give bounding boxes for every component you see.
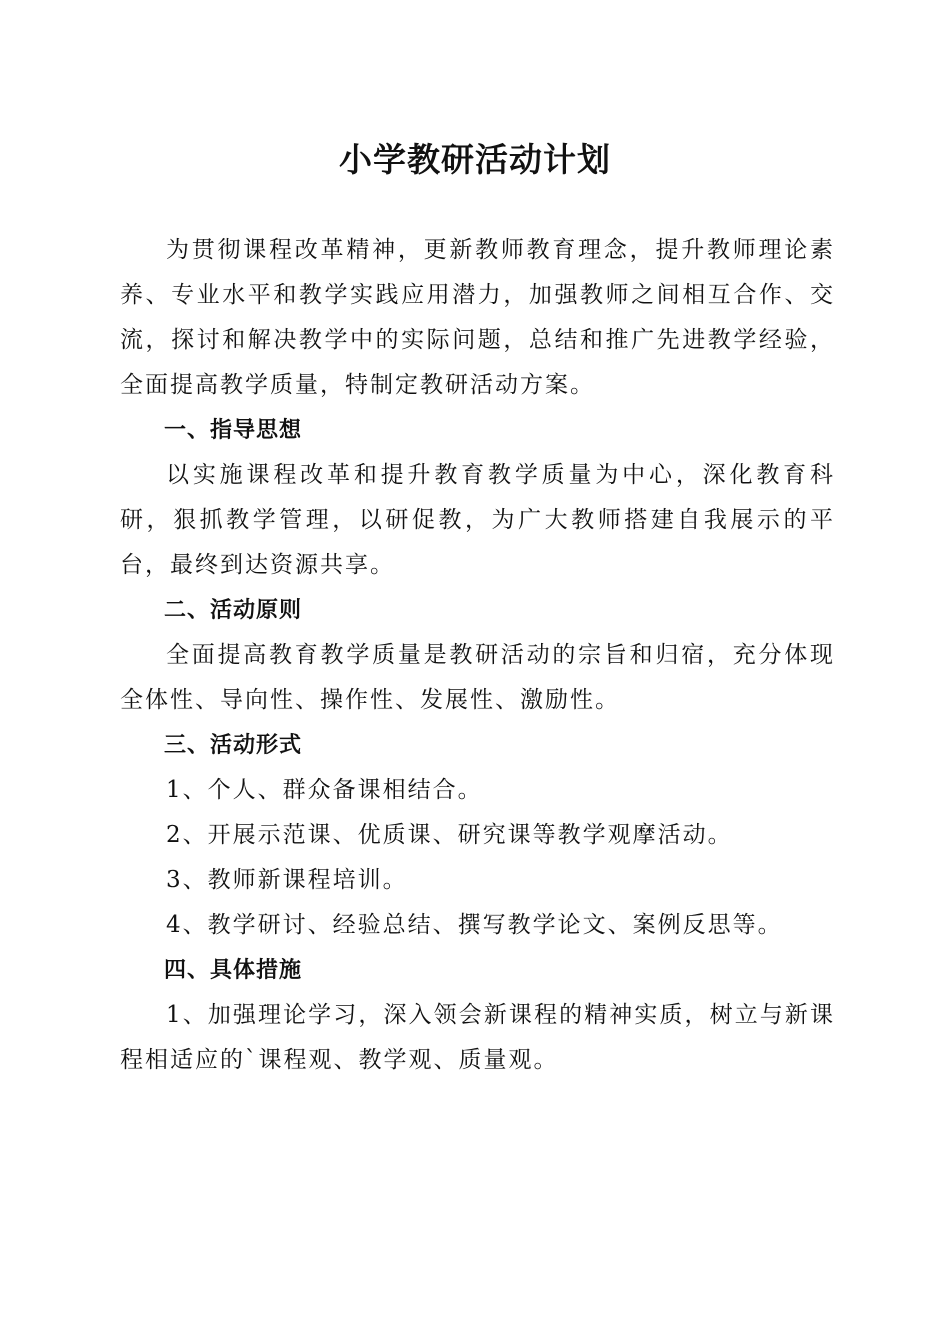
intro-paragraph: 为贯彻课程改革精神，更新教师教育理念，提升教师理论素养、专业水平和教学实践应用潜力，加强教师之间相互合作、交流，探讨和解决教学中的实际问题，总结和推广先进教学经验，全面提高教学质量，特制定教研活动方案。 (120, 237, 835, 398)
activity-form-item: 2、开展示范课、优质课、研究课等教学观摩活动。 (166, 822, 733, 848)
section-heading-specific-measures: 四、具体措施 (164, 958, 303, 983)
specific-measure-item: 1、加强理论学习，深入领会新课程的精神实质，树立与新课程相适应的`课程观、教学观、质量观。 (120, 1002, 835, 1073)
document-title: 小学教研活动计划 (339, 140, 611, 179)
activity-form-item: 3、教师新课程培训。 (166, 867, 408, 893)
activity-form-item: 1、个人、群众备课相结合。 (166, 777, 483, 803)
document-body (120, 228, 835, 1083)
section-heading-guiding-ideology: 一、指导思想 (164, 418, 303, 443)
activity-principles-paragraph: 全面提高教育教学质量是教研活动的宗旨和归宿，充分体现全体性、导向性、操作性、发展性、激励性。 (120, 642, 835, 713)
activity-form-item: 4、教学研讨、经验总结、撰写教学论文、案例反思等。 (166, 912, 783, 938)
section-heading-activity-forms: 三、活动形式 (164, 733, 303, 758)
section-heading-activity-principles: 二、活动原则 (164, 598, 303, 623)
guiding-ideology-paragraph: 以实施课程改革和提升教育教学质量为中心，深化教育科研，狠抓教学管理，以研促教，为广大教师搭建自我展示的平台，最终到达资源共享。 (120, 462, 835, 578)
